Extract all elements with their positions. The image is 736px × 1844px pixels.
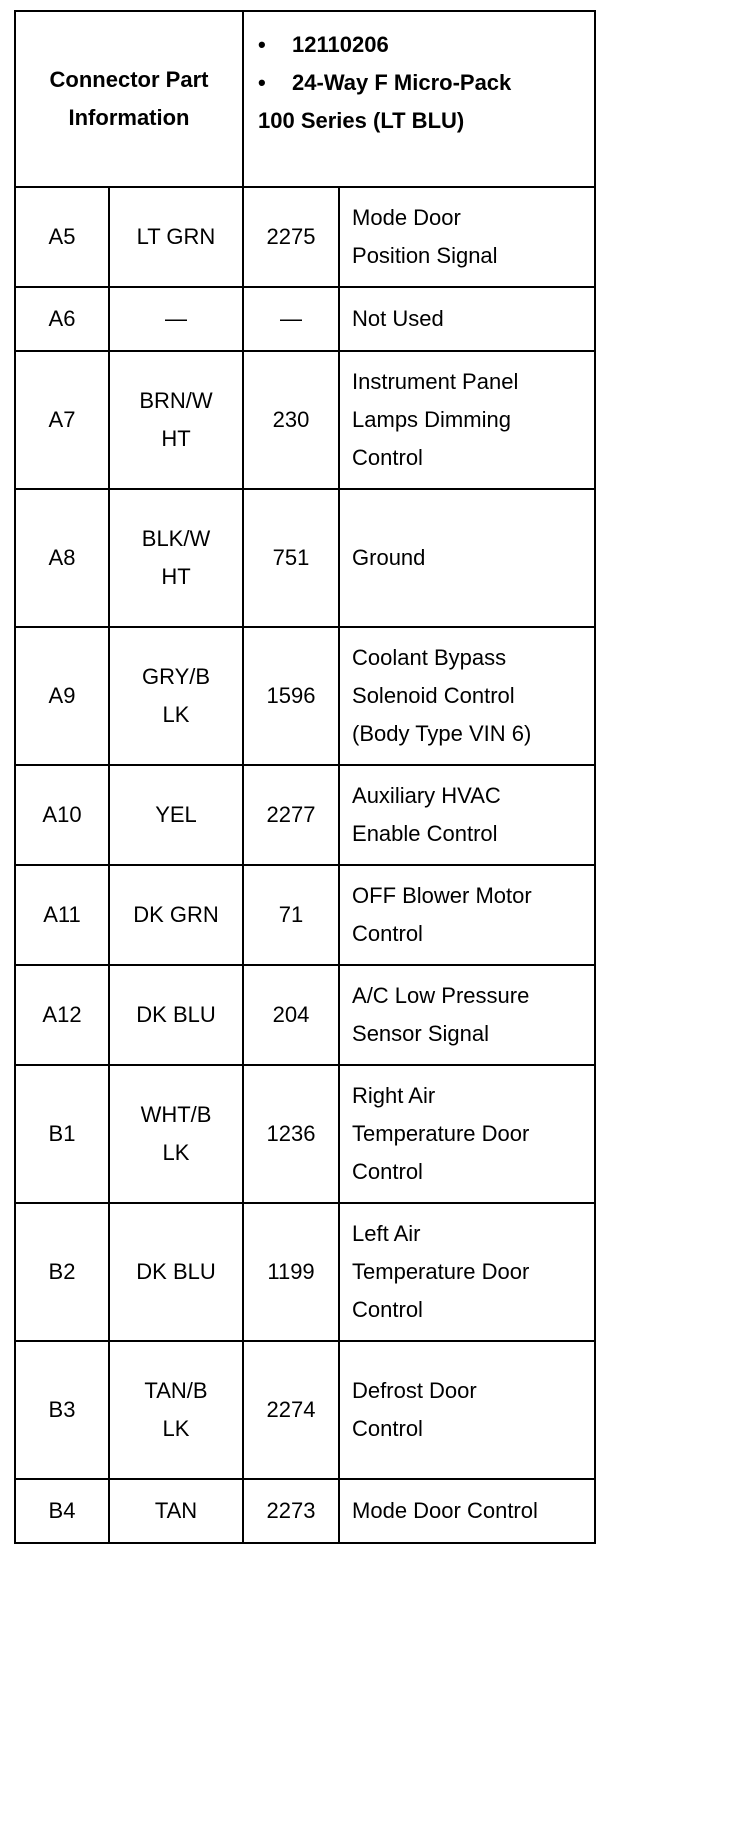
function-cell — [339, 765, 595, 865]
bullet-icon: • — [258, 32, 266, 57]
wire-color-cell-line: TAN — [154, 1498, 198, 1523]
circuit-cell: 230 — [243, 351, 339, 489]
function-cell — [339, 965, 595, 1065]
wire-color-cell — [109, 489, 243, 627]
pin-cell: A5 — [15, 187, 109, 287]
function-cell-line: Ground — [352, 545, 426, 570]
function-cell-line: Not Used — [352, 306, 444, 331]
table-row — [15, 489, 595, 627]
function-cell — [339, 287, 595, 351]
bullet-icon: • — [258, 70, 266, 95]
function-cell-line: Mode Door — [352, 205, 461, 230]
table-row — [15, 351, 595, 489]
function-cell — [339, 351, 595, 489]
wire-color-cell-line: LT GRN — [136, 224, 216, 249]
function-cell-line: Control — [352, 1416, 423, 1441]
function-cell — [339, 1065, 595, 1203]
circuit-cell: 751 — [243, 489, 339, 627]
function-cell-line: Temperature Door — [352, 1259, 530, 1284]
function-cell-line: Control — [352, 921, 423, 946]
wire-color-cell-line: DK BLU — [136, 1002, 216, 1027]
function-cell — [339, 489, 595, 627]
table-row — [15, 965, 595, 1065]
connector-type: 24-Way F Micro-Pack — [292, 70, 512, 95]
table-row — [15, 627, 595, 765]
function-cell-line: Auxiliary HVAC — [352, 783, 501, 808]
connector-series: 100 Series (LT BLU) — [258, 108, 465, 133]
function-cell-line: Control — [352, 1297, 423, 1322]
function-cell-line: Instrument Panel — [352, 369, 519, 394]
connector-info-cell — [243, 11, 595, 187]
pin-cell: A8 — [15, 489, 109, 627]
function-cell-line: Control — [352, 445, 423, 470]
connector-table-body — [15, 11, 595, 1543]
function-cell-line: Solenoid Control — [352, 683, 515, 708]
wire-color-cell-line: DK BLU — [136, 1259, 216, 1284]
function-cell-line: Enable Control — [352, 821, 498, 846]
header-title-line2: Information — [68, 105, 190, 130]
wire-color-cell — [109, 187, 243, 287]
function-cell-line: A/C Low Pressure — [352, 983, 530, 1008]
table-row — [15, 1065, 595, 1203]
pin-cell: A10 — [15, 765, 109, 865]
wire-color-cell-line: — — [165, 306, 187, 331]
circuit-cell: 71 — [243, 865, 339, 965]
function-cell — [339, 865, 595, 965]
pin-cell: B2 — [15, 1203, 109, 1341]
wire-color-cell — [109, 1341, 243, 1479]
connector-table — [14, 10, 596, 1544]
circuit-cell: 1199 — [243, 1203, 339, 1341]
wire-color-cell — [109, 627, 243, 765]
wire-color-cell — [109, 765, 243, 865]
table-row — [15, 287, 595, 351]
table-row — [15, 765, 595, 865]
wire-color-cell — [109, 1479, 243, 1543]
wire-color-cell-line: LK — [162, 1140, 190, 1165]
function-cell — [339, 1203, 595, 1341]
circuit-cell: 2273 — [243, 1479, 339, 1543]
pin-cell: A7 — [15, 351, 109, 489]
wire-color-cell — [109, 1203, 243, 1341]
wire-color-cell — [109, 287, 243, 351]
function-cell — [339, 627, 595, 765]
part-number: 12110206 — [292, 32, 389, 57]
circuit-cell: 1236 — [243, 1065, 339, 1203]
function-cell-line: Right Air — [352, 1083, 436, 1108]
bullet-item-connector-type — [258, 64, 584, 102]
circuit-cell: 2275 — [243, 187, 339, 287]
function-cell — [339, 1341, 595, 1479]
function-cell-line: Lamps Dimming — [352, 407, 511, 432]
function-cell-line: OFF Blower Motor — [352, 883, 532, 908]
function-cell-line: Mode Door Control — [352, 1498, 538, 1523]
function-cell — [339, 1479, 595, 1543]
pin-cell: B1 — [15, 1065, 109, 1203]
pin-cell: B3 — [15, 1341, 109, 1479]
circuit-cell: — — [243, 287, 339, 351]
wire-color-cell-line: HT — [161, 564, 191, 589]
wire-color-cell-line: TAN/B — [144, 1378, 208, 1403]
table-row — [15, 1341, 595, 1479]
wire-color-cell — [109, 965, 243, 1065]
pin-cell: A9 — [15, 627, 109, 765]
bullet-item-part-number — [258, 26, 584, 64]
wire-color-cell-line: LK — [162, 702, 190, 727]
wire-color-cell-line: WHT/B — [140, 1102, 212, 1127]
table-row — [15, 1479, 595, 1543]
circuit-cell: 1596 — [243, 627, 339, 765]
function-cell-line: Position Signal — [352, 243, 498, 268]
table-row — [15, 187, 595, 287]
wire-color-cell-line: LK — [162, 1416, 190, 1441]
wire-color-cell-line: GRY/B — [141, 664, 211, 689]
circuit-cell: 2274 — [243, 1341, 339, 1479]
circuit-cell: 204 — [243, 965, 339, 1065]
wire-color-cell — [109, 1065, 243, 1203]
wire-color-cell-line: BRN/W — [139, 388, 213, 413]
table-row — [15, 865, 595, 965]
wire-color-cell-line: HT — [161, 426, 191, 451]
wire-color-cell — [109, 865, 243, 965]
wire-color-cell-line: DK GRN — [133, 902, 219, 927]
circuit-cell: 2277 — [243, 765, 339, 865]
wire-color-cell-line: BLK/W — [141, 526, 211, 551]
pin-cell: B4 — [15, 1479, 109, 1543]
function-cell-line: Coolant Bypass — [352, 645, 507, 670]
pin-cell: A12 — [15, 965, 109, 1065]
function-cell — [339, 187, 595, 287]
function-cell-line: Defrost Door — [352, 1378, 477, 1403]
function-cell-line: Left Air — [352, 1221, 421, 1246]
connector-part-header — [15, 11, 243, 187]
pin-cell: A11 — [15, 865, 109, 965]
table-row — [15, 1203, 595, 1341]
wire-color-cell — [109, 351, 243, 489]
function-cell-line: Temperature Door — [352, 1121, 530, 1146]
wire-color-cell-line: YEL — [155, 802, 197, 827]
header-title-line1: Connector Part — [49, 67, 209, 92]
function-cell-line: (Body Type VIN 6) — [352, 721, 532, 746]
function-cell-line: Control — [352, 1159, 423, 1184]
pin-cell: A6 — [15, 287, 109, 351]
header-row — [15, 11, 595, 187]
function-cell-line: Sensor Signal — [352, 1021, 489, 1046]
